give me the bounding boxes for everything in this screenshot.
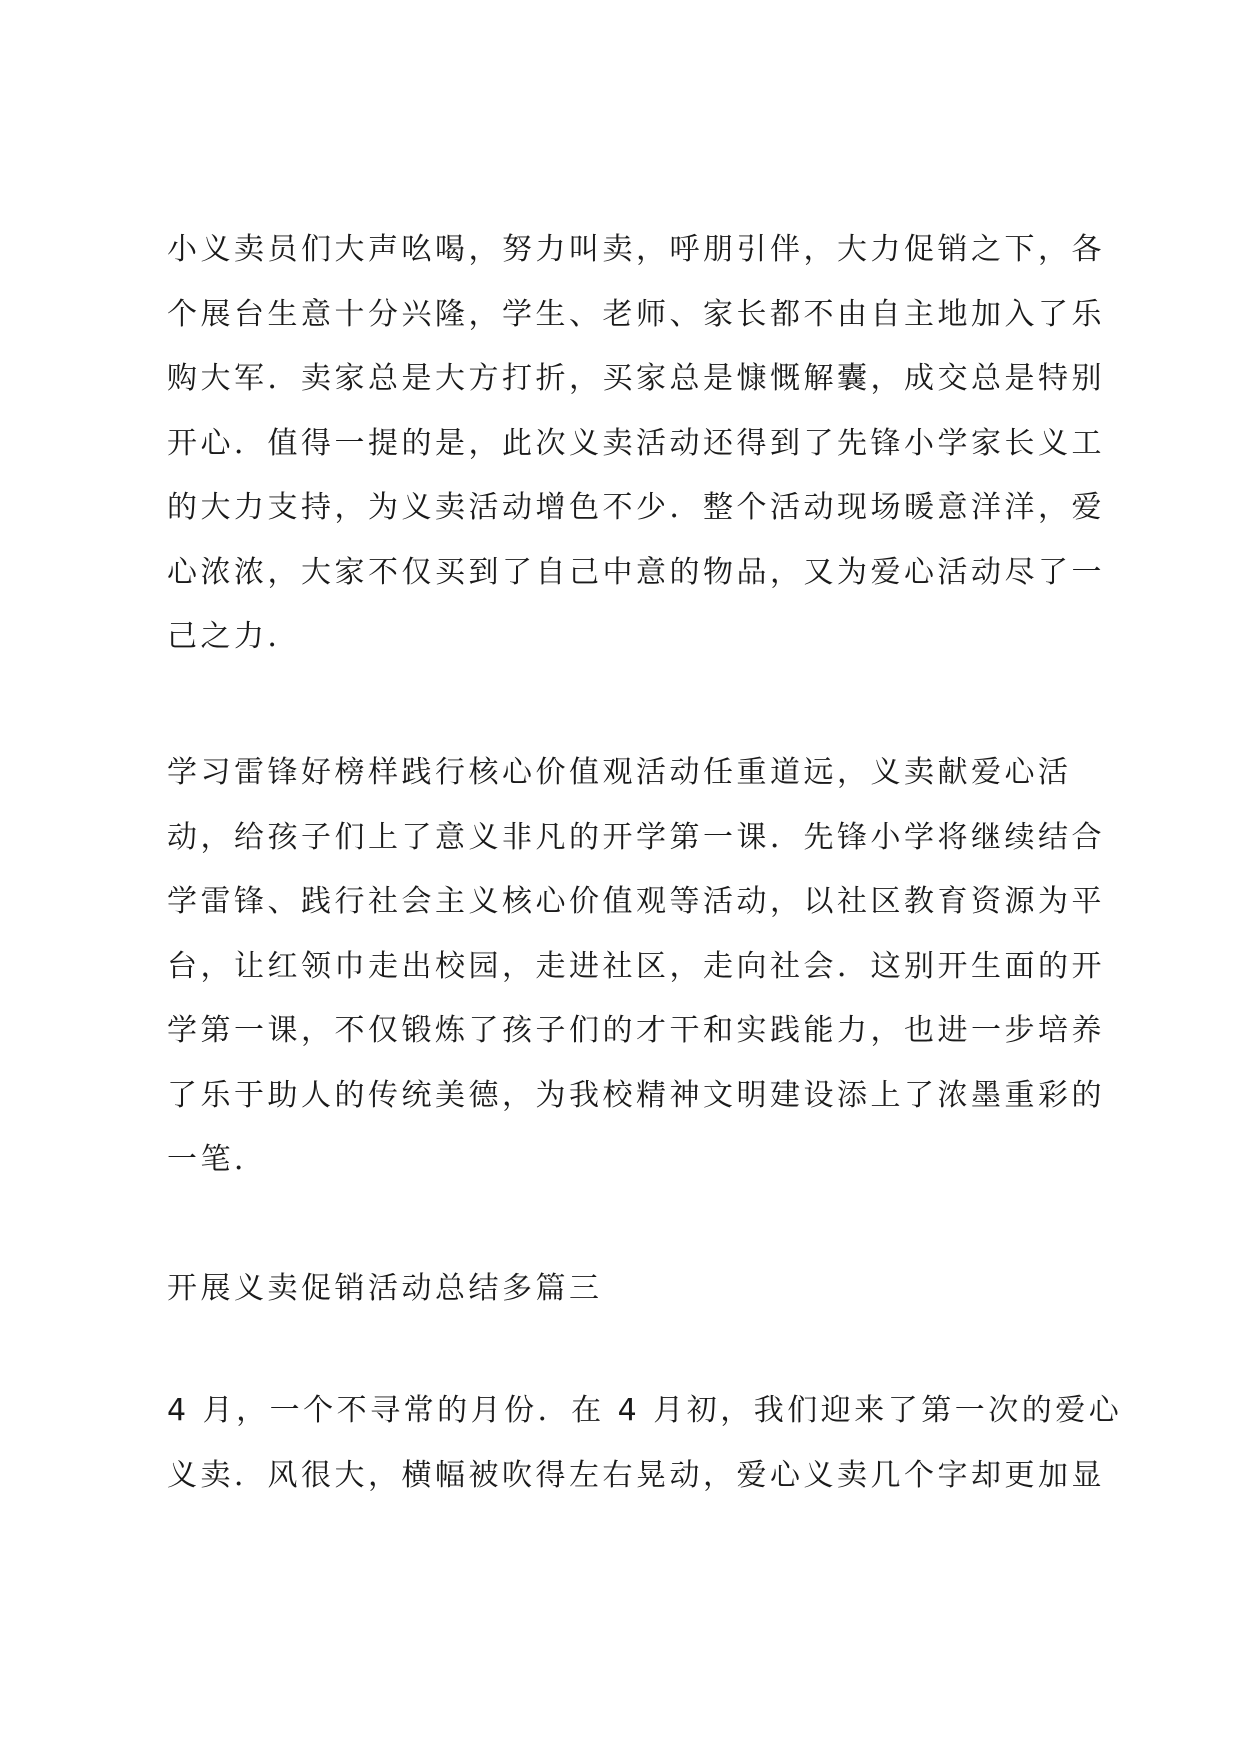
- paragraph-3: [167, 1379, 1123, 1508]
- section-heading: [167, 1257, 1087, 1322]
- paragraph-1: [167, 218, 1105, 670]
- paragraph-line: 了乐于助人的传统美德，为我校精神文明建设添上了浓墨重彩的: [167, 1077, 1105, 1113]
- paragraph-line: 个展台生意十分兴隆，学生、老师、家长都不由自主地加入了乐: [167, 296, 1105, 332]
- paragraph-line: 学雷锋、践行社会主义核心价值观等活动，以社区教育资源为平: [167, 884, 1105, 919]
- paragraph-line: 小义卖员们大声吆喝，努力叫卖，呼朋引伴，大力促销之下，各: [167, 232, 1105, 267]
- paragraph-line: 开心．值得一提的是，此次义卖活动还得到了先锋小学家长义工: [167, 425, 1105, 461]
- paragraph-line: 义卖．风很大，横幅被吹得左右晃动，爱心义卖几个字却更加显: [167, 1457, 1105, 1493]
- paragraph-line: 台，让红领巾走出校园，走进社区，走向社会．这别开生面的开: [167, 948, 1105, 984]
- paragraph-line: 心浓浓，大家不仅买到了自己中意的物品，又为爱心活动尽了一: [167, 554, 1105, 590]
- paragraph-line: 己之力．: [167, 619, 301, 654]
- paragraph-line: 动，给孩子们上了意义非凡的开学第一课．先锋小学将继续结合: [167, 819, 1105, 855]
- section-heading-text: 开展义卖促销活动总结多篇三: [167, 1271, 603, 1306]
- paragraph-line: 4 月，一个不寻常的月份．在 4 月初，我们迎来了第一次的爱心: [167, 1393, 1123, 1428]
- paragraph-line: 的大力支持，为义卖活动增色不少．整个活动现场暖意洋洋，爱: [167, 490, 1105, 525]
- paragraph-line: 学第一课，不仅锻炼了孩子们的才干和实践能力，也进一步培养: [167, 1013, 1105, 1048]
- paragraph-2: [167, 741, 1105, 1193]
- paragraph-line: 购大军．卖家总是大方打折，买家总是慷慨解囊，成交总是特别: [167, 361, 1105, 396]
- paragraph-line: 学习雷锋好榜样践行核心价值观活动任重道远，义卖献爱心活: [167, 755, 1072, 790]
- paragraph-line: 一笔．: [167, 1142, 268, 1177]
